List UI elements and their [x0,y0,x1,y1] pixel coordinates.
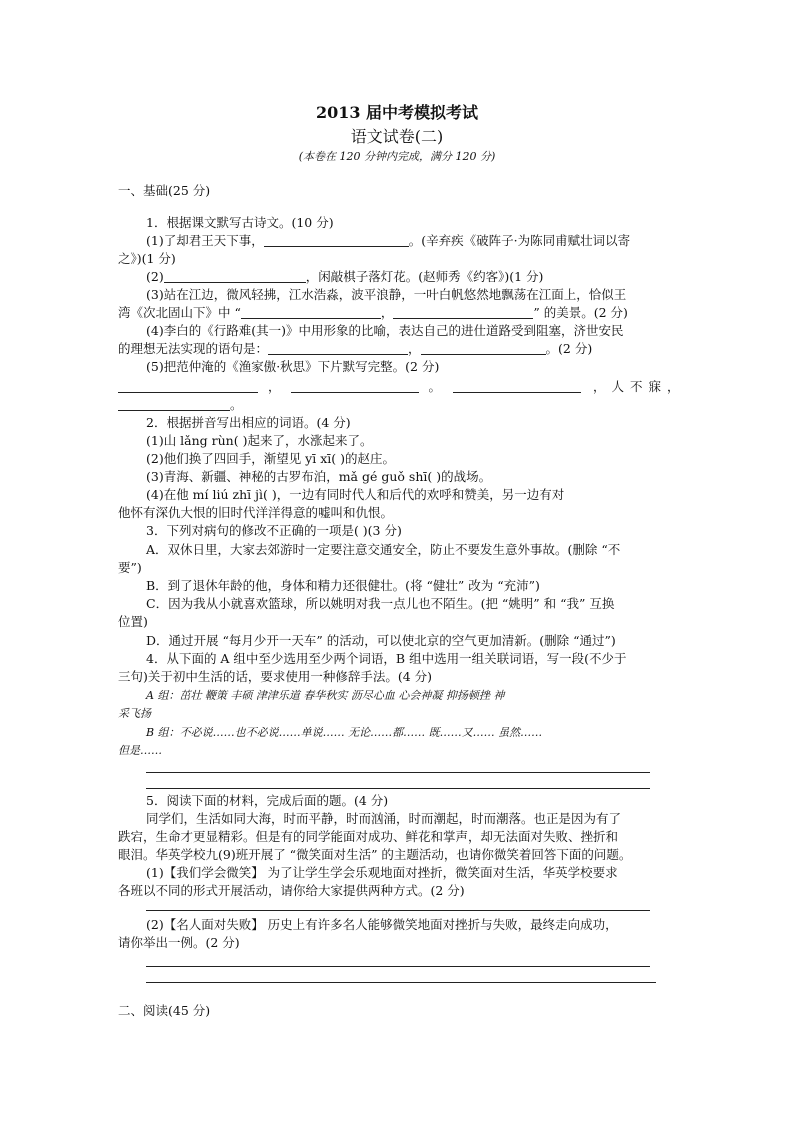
answer-line[interactable] [146,910,650,911]
q5-material-3: 眼泪。华英学校九(9)班开展了 “微笑面对生活” 的主题活动，也请你微笑着回答下面的问题。 [118,847,632,862]
q3-heading: 3．下列对病句的修改不正确的一项是( )(3 分) [146,523,402,538]
answer-line[interactable] [146,772,650,773]
q2-item-4: (4)在他 mí liú zhī jì( )，一边有同时代人和后代的欢呼和赞美，另一边有对 [146,487,565,502]
q1-item-5-blanks: ， 。 ，人不寐， [118,378,678,395]
q4-heading-cont: 三句)关于初中生活的话，要求使用一种修辞手法。(4 分) [118,669,433,684]
section-1-heading: 一、基础(25 分) [118,183,211,198]
q4-group-b: B 组：不必说……也不必说……单说…… 无论……都…… 既……又…… 虽然…… [146,726,543,739]
q5-material-2: 跌宕，生命才更显精彩。但是有的同学能面对成功、鲜花和掌声，却无法面对失败、挫折和 [118,829,619,844]
q5-item-2-cont: 请你举出一例。(2 分) [118,935,240,950]
q1-item-1: (1)了却君王天下事， 。(辛弃疾《破阵子·为陈同甫赋壮词以寄 [146,233,631,248]
answer-line[interactable] [146,788,650,789]
q2-item-1: (1)山 lǎng rùn( )起来了，水涨起来了。 [146,433,373,448]
q1-item-1-cont: 之》)(1 分) [118,251,176,266]
q5-heading: 5．阅读下面的材料，完成后面的题。(4 分) [146,793,389,808]
q3-option-a: A．双休日里，大家去郊游时一定要注意交通安全，防止不要发生意外事故。(删除 “不 [146,542,621,557]
q5-item-2: (2)【名人面对失败】 历史上有许多名人能够微笑地面对挫折与失败，最终走向成功， [146,917,618,932]
answer-blank[interactable] [264,234,409,247]
q1-item-4: (4)李白的《行路难(其一)》中用形象的比喻，表达自己的进仕道路受到阻塞，济世安民 [146,323,624,338]
q2-heading: 2．根据拼音写出相应的词语。(4 分) [146,415,351,430]
q4-group-a-cont: 采飞扬 [118,707,151,720]
answer-blank[interactable] [118,380,258,393]
section-2-heading: 二、阅读(45 分) [118,1003,211,1018]
q5-material-1: 同学们，生活如同大海，时而平静，时而汹涌，时而潮起，时而潮落。也正是因为有了 [146,811,622,826]
q4-group-a: A 组：茁壮 鞭策 丰硕 津津乐道 春华秋实 沥尽心血 心会神凝 抑扬顿挫 神 [146,689,505,702]
q1-item-3-cont: 湾《次北固山下》中 “ ， ” 的美景。(2 分) [118,305,628,320]
exam-subtitle: 语文试卷(二) [350,127,444,146]
answer-blank[interactable] [393,306,533,319]
q3-option-c: C．因为我从小就喜欢篮球，所以姚明对我一点儿也不陌生。(把 “姚明” 和 “我” 互换 [146,596,615,611]
q1-item-5: (5)把范仲淹的《渔家傲·秋思》下片默写完整。(2 分) [146,359,440,374]
exam-title: 2013 届中考模拟考试 [315,103,479,122]
answer-blank[interactable] [164,270,306,283]
q3-option-a-cont: 要”) [118,560,142,575]
q5-item-1: (1)【我们学会微笑】 为了让学生学会乐观地面对挫折，微笑面对生活，华英学校要求 [146,865,618,880]
exam-note: (本卷在 120 分钟内完成，满分 120 分) [298,150,496,163]
answer-blank[interactable] [291,380,419,393]
q1-item-4-cont: 的理想无法实现的语句是： ， 。(2 分) [118,341,593,356]
q3-option-c-cont: 位置) [118,614,148,629]
q3-option-b: B．到了退休年龄的他，身体和精力还很健壮。(将 “健壮” 改为 “充沛”) [146,578,540,593]
q1-item-3: (3)站在江边，微风轻拂，江水浩淼，波平浪静，一叶白帆悠然地飘荡在江面上，恰似王 [146,287,627,302]
q2-item-3: (3)青海、新疆、神秘的古罗布泊，mǎ gé guǒ shī( )的战场。 [146,469,492,484]
q2-item-4-cont: 他怀有深仇大恨的旧时代洋洋得意的嘘叫和仇恨。 [118,505,394,520]
q3-option-d: D．通过开展 “每月少开一天车” 的活动，可以使北京的空气更加清新。(删除 “通过”) [146,633,616,648]
q5-item-1-cont: 各班以不同的形式开展活动，请你给大家提供两种方式。(2 分) [118,883,465,898]
q4-group-b-cont: 但是…… [118,744,162,757]
answer-blank[interactable] [241,306,381,319]
q4-heading: 4．从下面的 A 组中至少选用至少两个词语，B 组中选用一组关联词语，写一段(不少于 [146,651,627,666]
answer-line[interactable] [146,966,650,967]
q1-heading: 1．根据课文默写古诗文。(10 分) [146,215,334,230]
answer-blank[interactable] [453,380,581,393]
q2-item-2: (2)他们换了四回手，渐望见 yī xī( )的赵庄。 [146,451,395,466]
answer-blank[interactable] [268,342,408,355]
q1-item-5-end: 。 [118,396,678,413]
answer-line[interactable] [146,982,656,983]
q1-item-2: (2) ，闲敲棋子落灯花。(赵师秀《约客》)(1 分) [146,269,544,284]
answer-blank[interactable] [118,398,230,411]
answer-blank[interactable] [421,342,546,355]
